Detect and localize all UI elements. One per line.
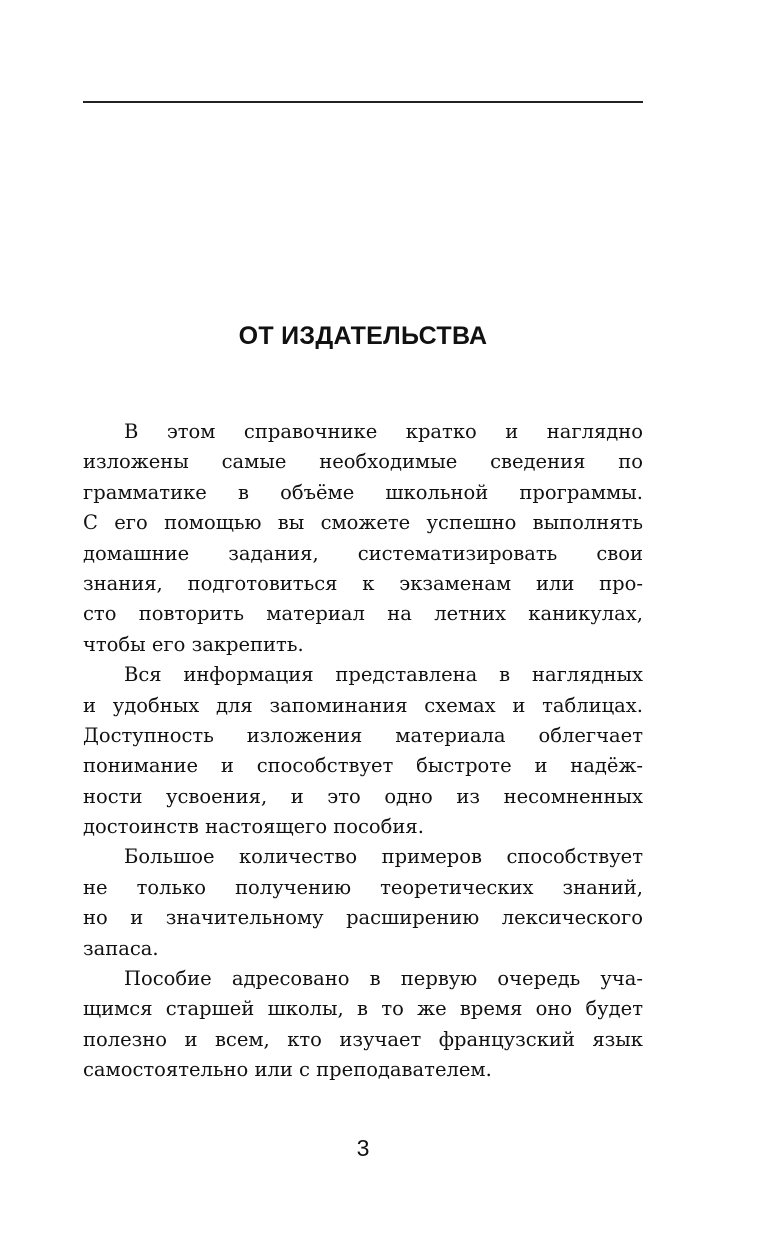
paragraph-line: не только получению теоретических знаний, (83, 875, 643, 899)
paragraph-line: но и значительному расширению лексического (83, 906, 643, 930)
paragraph-line: понимание и способствует быстроте и надёж- (83, 754, 643, 778)
paragraph-line: В этом справочнике кратко и наглядно (124, 420, 643, 443)
page-number: 3 (356, 1135, 370, 1161)
paragraph-line: ности усвоения, и это одно из несомненных (83, 784, 643, 808)
paragraph-line: и удобных для запоминания схемах и таблицах. (83, 693, 643, 717)
paragraph-line: домашние задания, систематизировать свои (83, 541, 643, 565)
paragraph-line: Пособие адресовано в первую очередь уча- (124, 967, 643, 991)
header-rule (83, 101, 643, 103)
paragraph-line: Вся информация представлена в наглядных (124, 663, 643, 687)
paragraph-line: Доступность изложения материала облегчает (83, 723, 643, 747)
paragraph-line: грамматике в объёме школьной программы. (83, 480, 643, 504)
paragraph-line: достоинств настоящего пособия. (83, 815, 424, 839)
page-title: ОТ ИЗДАТЕЛЬСТВА (238, 322, 488, 350)
paragraph-line: изложены самые необходимые сведения по (83, 450, 643, 474)
paragraph-line: запаса. (83, 936, 159, 960)
paragraph-line: чтобы его закрепить. (83, 632, 304, 656)
paragraph-line: сто повторить материал на летних каникулах, (83, 602, 643, 626)
paragraph-line: щимся старшей школы, в то же время оно будет (83, 997, 643, 1021)
paragraph-line: знания, подготовиться к экзаменам или про- (83, 571, 643, 595)
paragraph-line: самостоятельно или с преподавателем. (83, 1058, 492, 1082)
paragraph-line: полезно и всем, кто изучает французский язык (83, 1027, 643, 1051)
paragraph-line: Большое количество примеров способствует (124, 845, 643, 869)
body-text (83, 417, 643, 1086)
paragraph-line: С его помощью вы сможете успешно выполнять (83, 511, 643, 535)
